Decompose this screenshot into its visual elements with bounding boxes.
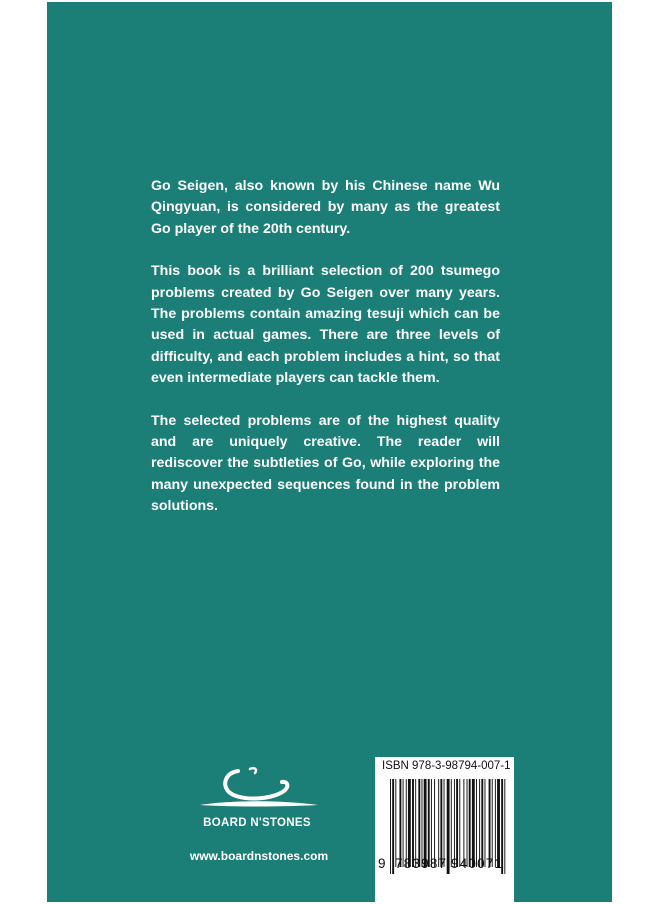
barcode-bar xyxy=(481,779,483,867)
barcode-bar xyxy=(479,779,480,867)
barcode-bar xyxy=(431,779,432,867)
barcode-bar xyxy=(418,779,420,867)
publisher-website: www.boardnstones.com xyxy=(189,849,329,863)
barcode-bar xyxy=(403,779,404,867)
barcode-bar xyxy=(412,779,414,867)
barcode-bar xyxy=(390,779,391,874)
barcode-bar xyxy=(495,779,496,867)
barcode-bar xyxy=(408,779,411,867)
barcode-bar xyxy=(472,779,475,867)
isbn-label: ISBN 978-3-98794-007-1 xyxy=(382,760,511,772)
blurb-paragraph-1: Go Seigen, also known by his Chinese name Wu Qingyuan, is considered by many as the greatest Go player of the 20th century. xyxy=(151,178,500,237)
barcode-digit-prefix: 9 xyxy=(378,856,386,871)
publisher-logo-icon xyxy=(192,765,326,825)
back-cover-blurb xyxy=(151,176,500,539)
barcode-bar xyxy=(489,779,491,867)
blurb-paragraph-2: This book is a brilliant selection of 200 tsumego problems created by Go Seigen over many years. The problems contain amazing tesuji which can be used in actual games. There are three levels of difficulty, and each problem includes a hint, so that even intermediate players can tackle them. xyxy=(151,263,500,387)
barcode-bar xyxy=(456,779,458,867)
barcode-bar xyxy=(467,779,468,867)
barcode-bar xyxy=(392,779,394,874)
barcode-bar xyxy=(406,779,407,867)
barcode-bar xyxy=(476,779,477,867)
barcode-bar xyxy=(469,779,471,867)
barcode-bar xyxy=(438,779,439,867)
barcode-bar xyxy=(504,779,505,874)
isbn-barcode-panel xyxy=(375,757,514,902)
barcode-bar xyxy=(395,779,396,867)
barcode-bar xyxy=(399,779,401,867)
barcode-bar xyxy=(485,779,486,867)
barcode-bar xyxy=(454,779,455,867)
blurb-paragraph-3: The selected problems are of the highest quality and are uniquely creative. The reader will rediscover the subtleties of Go, while exploring the many unexpected sequences found in the problem solutions. xyxy=(151,412,500,515)
barcode-bar xyxy=(422,779,423,867)
barcode-bar xyxy=(434,779,435,867)
barcode-bar xyxy=(424,779,427,867)
barcode-bar xyxy=(451,779,452,867)
barcode-digits-left: 783987 xyxy=(395,856,448,871)
barcode-bar xyxy=(415,779,416,867)
barcode-digits-right: 940071 xyxy=(451,856,504,871)
barcode-bar xyxy=(463,779,464,867)
barcode-bar xyxy=(440,779,442,867)
barcode-bar xyxy=(444,779,445,867)
publisher-name: BOARD N'STONES xyxy=(203,817,311,829)
barcode-bar xyxy=(497,779,500,867)
barcode-bar xyxy=(459,779,460,867)
barcode-bar xyxy=(428,779,430,867)
barcode-bar xyxy=(492,779,493,867)
